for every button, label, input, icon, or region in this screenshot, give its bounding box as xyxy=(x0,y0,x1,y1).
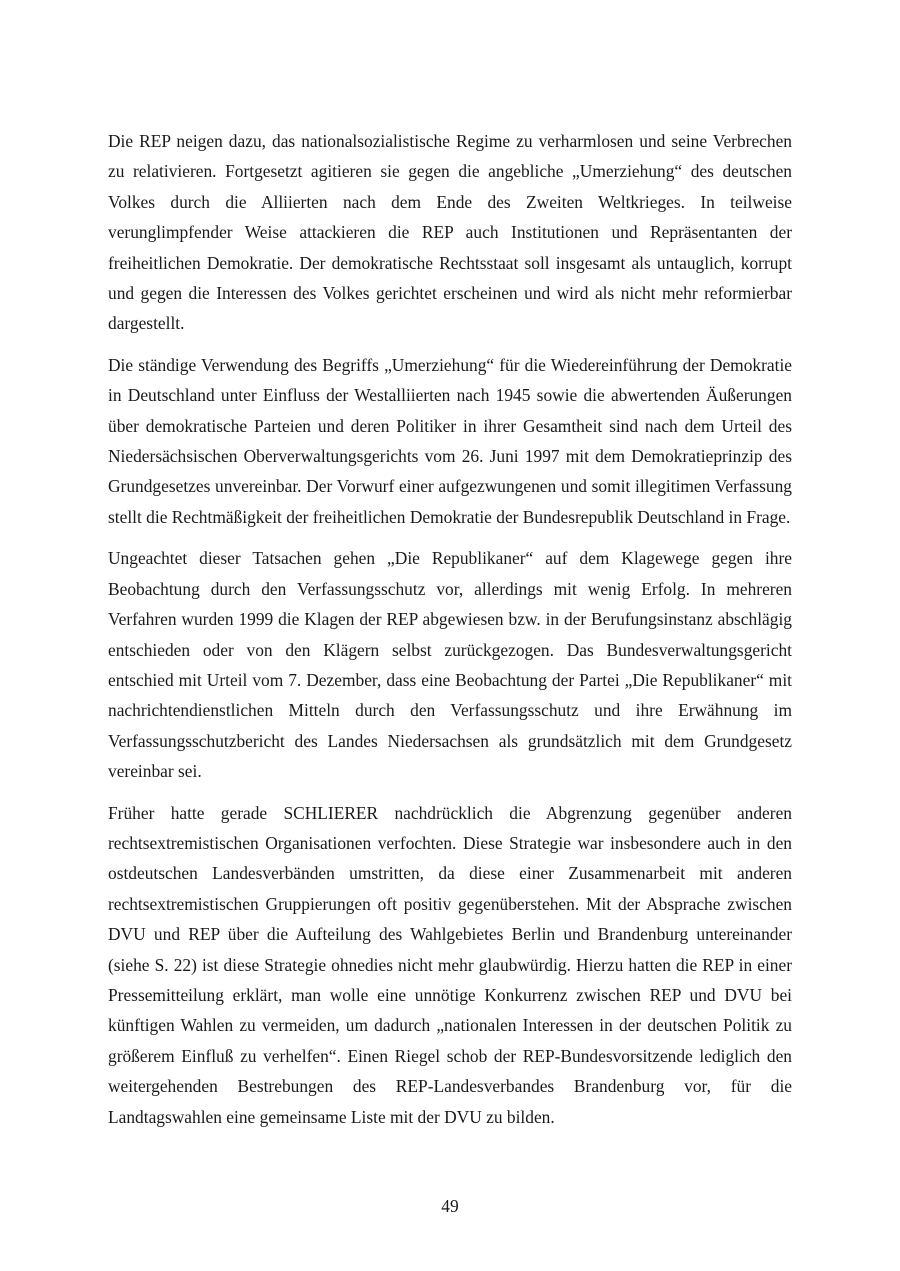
body-text xyxy=(108,126,792,1143)
paragraph-1: Die REP neigen dazu, das nationalsozialistische Regime zu verharmlosen und seine Verbrechen zu relativieren. Fortgesetzt agitieren sie gegen die angebliche „Umerziehung“ des deutschen Volkes durch die Alliierten nach dem Ende des Zweiten Weltkrieges. In teilweise verunglimpfender Weise attackieren die REP auch Institutionen und Repräsentanten der freiheitlichen Demokratie. Der demokratische Rechtsstaat soll insgesamt als untauglich, korrupt und gegen die Interessen des Volkes gerichtet erscheinen und wird als nicht mehr reformierbar dargestellt. xyxy=(108,131,792,334)
page-number: 49 xyxy=(441,1196,459,1216)
paragraph-4: Früher hatte gerade SCHLIERER nachdrücklich die Abgrenzung gegenüber anderen rechtsextremistischen Organisationen verfochten. Diese Strategie war insbesondere auch in den ostdeutschen Landesverbänden umstritten, da diese einer Zusammenarbeit mit anderen rechtsextremistischen Gruppierungen oft positiv gegenüberstehen. Mit der Absprache zwischen DVU und REP über die Aufteilung des Wahlgebietes Berlin und Brandenburg untereinander (siehe S. 22) ist diese Strategie ohnedies nicht mehr glaubwürdig. Hierzu hatten die REP in einer Pressemitteilung erklärt, man wolle eine unnötige Konkurrenz zwischen REP und DVU bei künftigen Wahlen zu vermeiden, um dadurch „nationalen Interessen in der deutschen Politik zu größerem Einfluß zu verhelfen“. Einen Riegel schob der REP-Bundesvorsitzende lediglich den weitergehenden Bestrebungen des REP-Landesverbandes Brandenburg vor, für die Landtagswahlen eine gemeinsame Liste mit der DVU zu bilden. xyxy=(108,802,792,1127)
paragraph-3: Ungeachtet dieser Tatsachen gehen „Die Republikaner“ auf dem Klagewege gegen ihre Beobachtung durch den Verfassungsschutz vor, allerdings mit wenig Erfolg. In mehreren Verfahren wurden 1999 die Klagen der REP abgewiesen bzw. in der Berufungsinstanz abschlägig entschieden oder von den Klägern selbst zurückgezogen. Das Bundesverwaltungsgericht entschied mit Urteil vom 7. Dezember, dass eine Beobachtung der Partei „Die Republikaner“ mit nachrichtendienstlichen Mitteln durch den Verfassungsschutz und ihre Erwähnung im Verfassungsschutzbericht des Landes Niedersachsen als grundsätzlich mit dem Grundgesetz vereinbar sei. xyxy=(108,548,792,782)
paragraph-2: Die ständige Verwendung des Begriffs „Umerziehung“ für die Wiedereinführung der Demokratie in Deutschland unter Einfluss der Westalliierten nach 1945 sowie die abwertenden Äußerungen über demokratische Parteien und deren Politiker in ihrer Gesamtheit sind nach dem Urteil des Niedersächsischen Oberverwaltungsgerichts vom 26. Juni 1997 mit dem Demokratieprinzip des Grundgesetzes unvereinbar. Der Vorwurf einer aufgezwungenen und somit illegitimen Verfassung stellt die Rechtmäßigkeit der freiheitlichen Demokratie der Bundesrepublik Deutschland in Frage. xyxy=(108,354,792,527)
